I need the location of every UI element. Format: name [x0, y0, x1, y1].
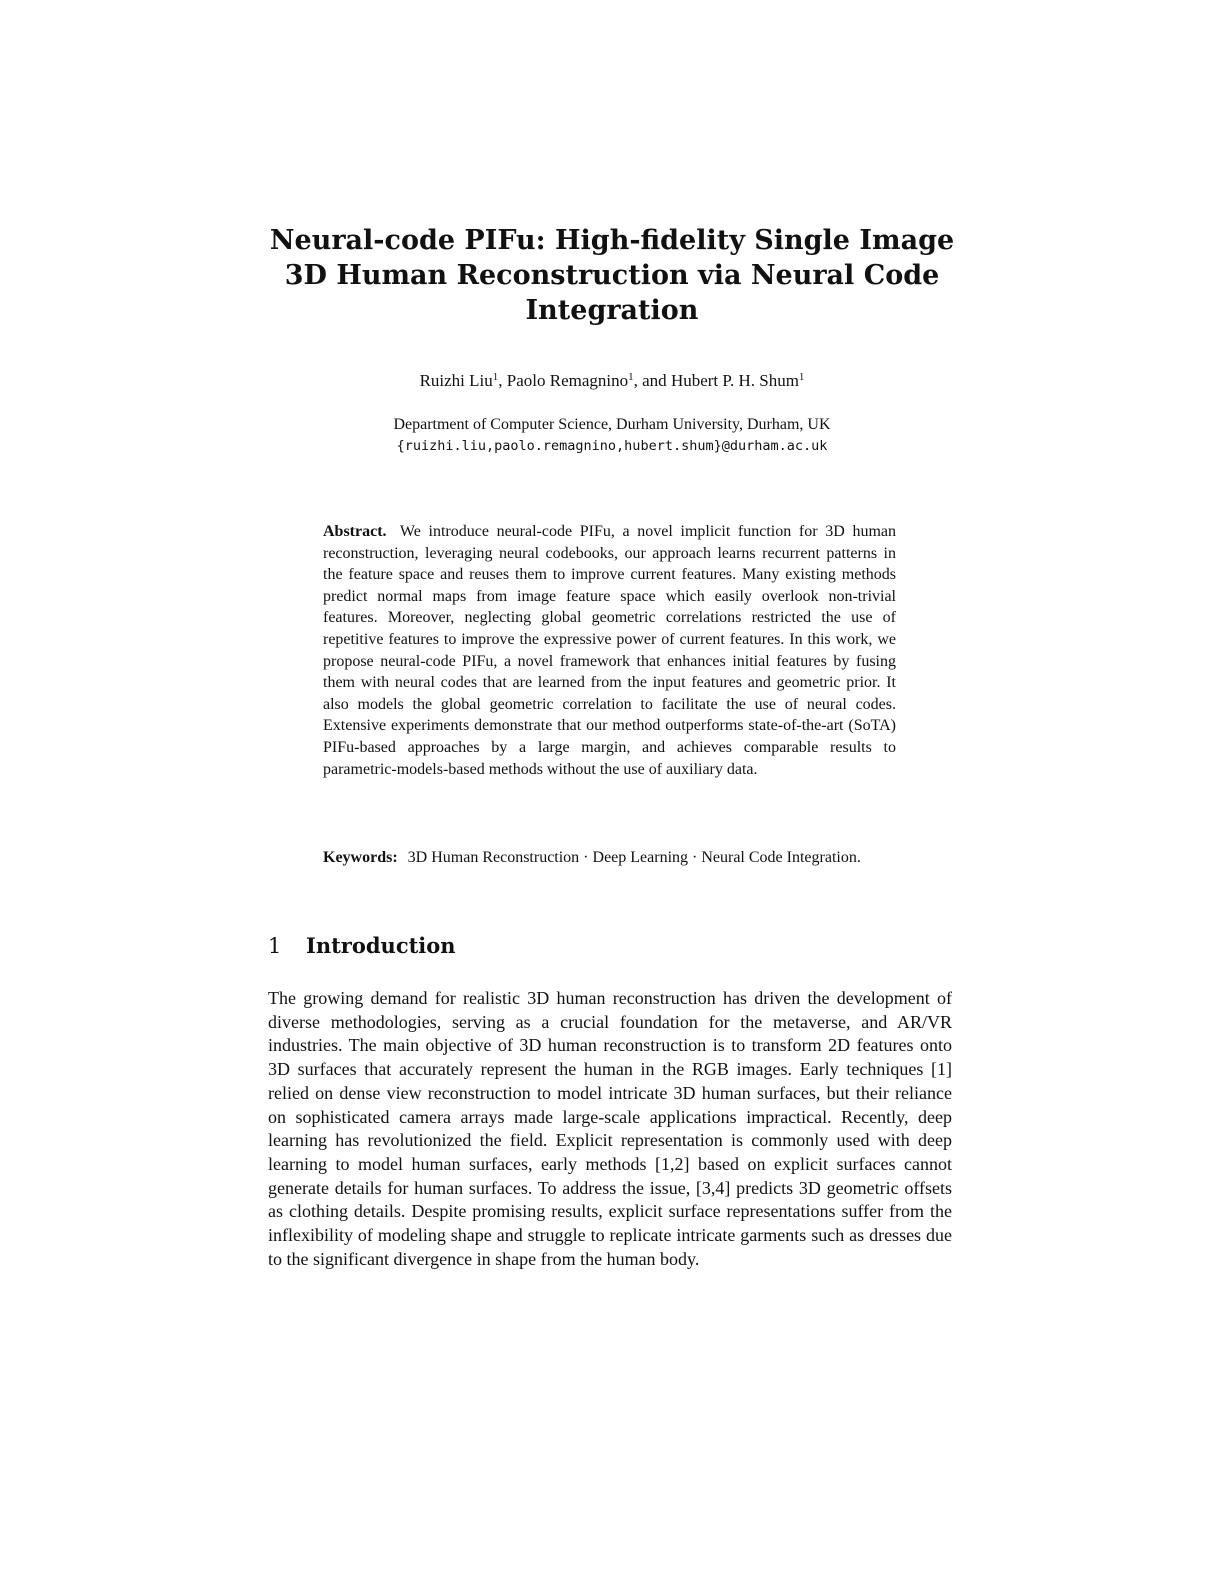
abstract: [323, 521, 896, 780]
author-affiliation-mark: 1: [628, 371, 634, 383]
paper-title: Neural-code PIFu: High-fidelity Single Image 3D Human Reconstruction via Neural Code Integration: [269, 225, 955, 326]
keywords-label: Keywords:: [323, 849, 398, 866]
keywords: [323, 847, 896, 869]
author-list: [262, 370, 962, 392]
intro-paragraph: The growing demand for realistic 3D human reconstruction has driven the development of diverse methodologies, serving as a crucial foundation for the metaverse, and AR/VR industries. The main objective of 3D human reconstruction is to transform 2D features onto 3D surfaces that accurately represent the human in the RGB images. Early techniques [1] relied on dense view reconstruction to model intricate 3D human surfaces, but their reliance on sophisticated camera arrays made large-scale applications impractical. Recently, deep learning has revolutionized the field. Explicit representation is commonly used with deep learning to model human surfaces, early methods [1,2] based on explicit surfaces cannot generate details for human surfaces. To address the issue, [3,4] predicts 3D geometric offsets as clothing details. Despite promising results, explicit surface representations suffer from the inflexibility of modeling shape and struggle to replicate intricate garments such as dresses due to the significant divergence in shape from the human body.: [268, 988, 952, 1269]
author-separator: , and: [633, 371, 671, 390]
abstract-text: We introduce neural-code PIFu, a novel implicit function for 3D human reconstruction, leveraging neural codebooks, our approach learns recurrent patterns in the feature space and reuses them to improve current features. Many existing methods predict normal maps from image feature space which easily overlook non-trivial features. Moreover, neglecting global geometric correlations restricted the use of repetitive features to improve the expressive power of current features. In this work, we propose neural-code PIFu, a novel framework that enhances initial features by fusing them with neural codes that are learned from the input features and geometric prior. It also models the global geometric correlation to facilitate the use of neural codes. Extensive experiments demonstrate that our method outperforms state-of-the-art (SoTA) PIFu-based approaches by a large margin, and achieves comparable results to parametric-models-based methods without the use of auxiliary data.: [323, 523, 896, 778]
section-heading: [268, 932, 952, 960]
author-affiliation-mark: 1: [492, 371, 499, 383]
section-title: Introduction: [306, 933, 456, 958]
author-affiliation: Department of Computer Science, Durham University, Durham, UK: [393, 416, 831, 433]
keywords-text: 3D Human Reconstruction · Deep Learning · Neural Code Integration.: [407, 849, 861, 866]
section-number: 1: [268, 934, 282, 958]
author-affiliation-mark: 1: [798, 371, 805, 383]
author-separator: ,: [498, 371, 507, 390]
author-name: Ruizhi Liu: [419, 371, 493, 390]
author-name: Paolo Remagnino: [506, 371, 629, 390]
abstract-label: Abstract.: [323, 523, 387, 540]
author-email: {ruizhi.liu,paolo.remagnino,hubert.shum}@durham.ac.uk: [396, 438, 828, 454]
author-name: Hubert P. H. Shum: [670, 371, 799, 390]
